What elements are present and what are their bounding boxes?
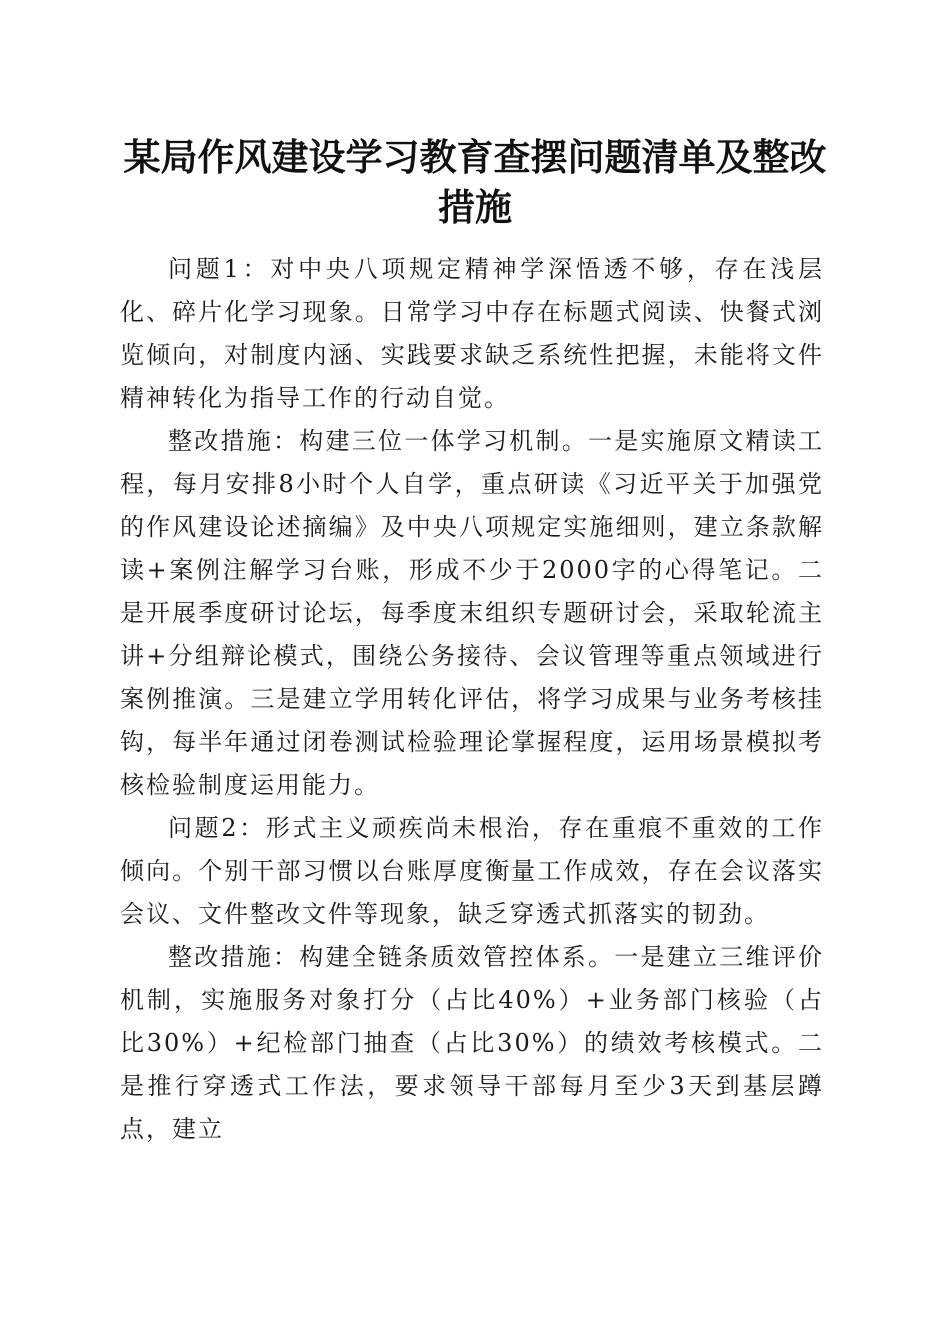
paragraph-problem-2: 问题2：形式主义顽疾尚未根治，存在重痕不重效的工作倾向。个别干部习惯以台账厚度衡量工作成效，存在会议落实会议、文件整改文件等现象，缺乏穿透式抓落实的韧劲。: [120, 814, 824, 928]
document-body: [120, 248, 824, 1151]
paragraph-problem-1: 问题1：对中央八项规定精神学深悟透不够，存在浅层化、碎片化学习现象。日常学习中存在标题式阅读、快餐式浏览倾向，对制度内涵、实践要求缺乏系统性把握，未能将文件精神转化为指导工作的行动自觉。: [120, 255, 824, 412]
document-title: 某局作风建设学习教育查摆问题清单及整改措施: [123, 135, 827, 229]
paragraph-measure-1: 整改措施：构建三位一体学习机制。一是实施原文精读工程，每月安排8小时个人自学，重点研读《习近平关于加强党的作风建设论述摘编》及中央八项规定实施细则，建立条款解读+案例注解学习台账，形成不少于2000字的心得笔记。二是开展季度研讨论坛，每季度末组织专题研讨会，采取轮流主讲+分组辩论模式，围绕公务接待、会议管理等重点领域进行案例推演。三是建立学用转化评估，将学习成果与业务考核挂钩，每半年通过闭卷测试检验理论掌握程度，运用场景模拟考核检验制度运用能力。: [120, 427, 824, 799]
paragraph-measure-2: 整改措施：构建全链条质效管控体系。一是建立三维评价机制，实施服务对象打分（占比40%）+业务部门核验（占比30%）+纪检部门抽查（占比30%）的绩效考核模式。二是推行穿透式工作法，要求领导干部每月至少3天到基层蹲点，建立: [120, 943, 824, 1143]
